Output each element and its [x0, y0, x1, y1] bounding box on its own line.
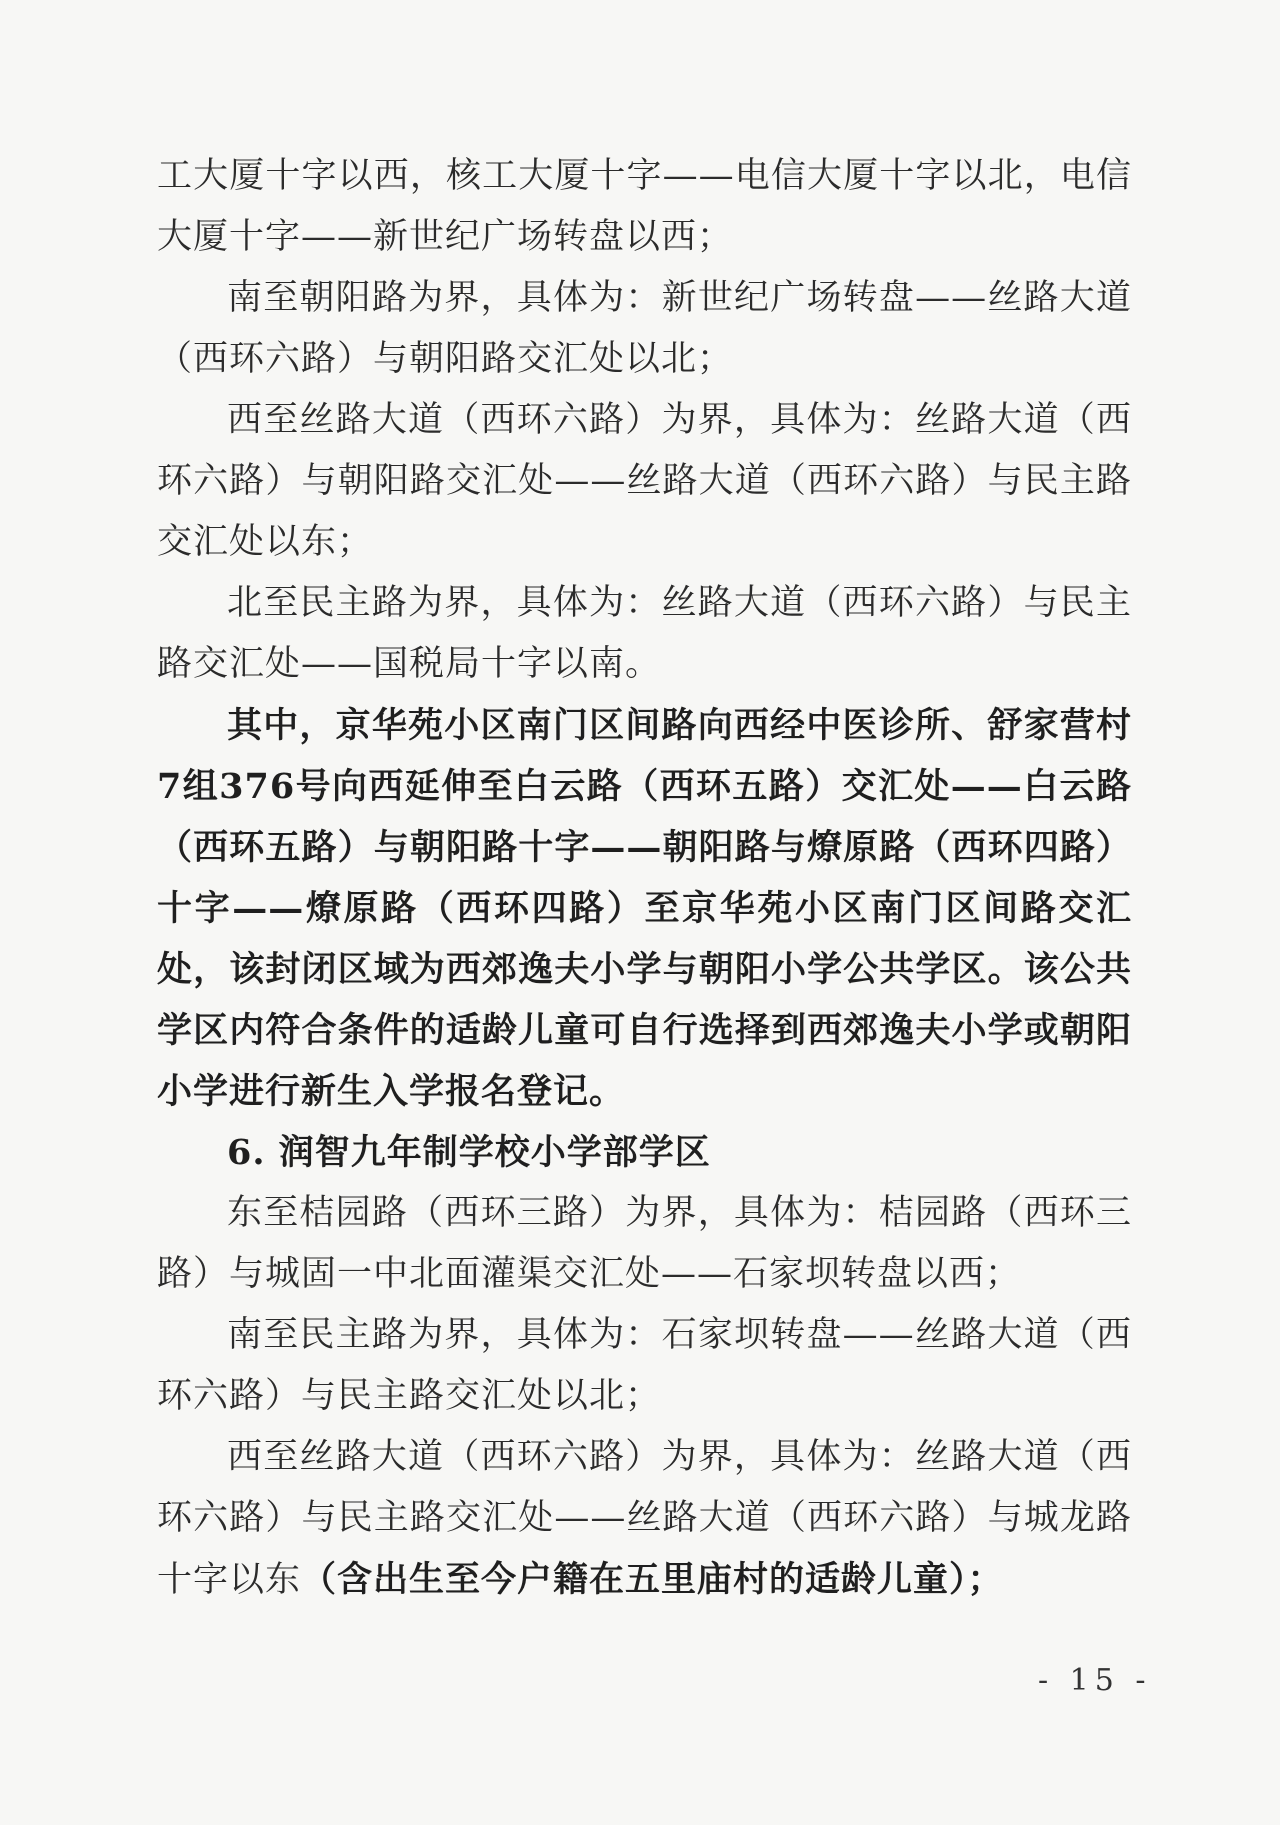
section-heading: 6. 润智九年制学校小学部学区	[227, 1132, 711, 1173]
paragraph-7: 东至桔园路（西环三路）为界，具体为：桔园路（西环三路）与城固一中北面灌渠交汇处——石家坝转盘以西；	[157, 1193, 1132, 1294]
paragraph-9-normal: 西至丝路大道（西环六路）为界，具体为：丝路大道（西环六路）与民主路交汇处——丝路大道（西环六路）与城龙路十字以东	[157, 1437, 1132, 1600]
paragraph-8: 南至民主路为界，具体为：石家坝转盘——丝路大道（西环六路）与民主路交汇处以北；	[157, 1315, 1132, 1416]
page-content	[157, 146, 1132, 1611]
paragraph-2: 南至朝阳路为界，具体为：新世纪广场转盘——丝路大道（西环六路）与朝阳路交汇处以北；	[157, 278, 1132, 379]
paragraph-3: 西至丝路大道（西环六路）为界，具体为：丝路大道（西环六路）与朝阳路交汇处——丝路大道（西环六路）与民主路交汇处以东；	[157, 400, 1132, 562]
paragraph-4: 北至民主路为界，具体为：丝路大道（西环六路）与民主路交汇处——国税局十字以南。	[157, 583, 1132, 684]
paragraph-9-bold: （含出生至今户籍在五里庙村的适龄儿童）；	[301, 1559, 1004, 1600]
paragraph-9	[157, 1427, 1132, 1611]
paragraph-5-bold: 其中，京华苑小区南门区间路向西经中医诊所、舒家营村7组376号向西延伸至白云路（西环五路）交汇处——白云路（西环五路）与朝阳路十字——朝阳路与燎原路（西环四路）十字——燎原路（西环四路）至京华苑小区南门区间路交汇处，该封闭区域为西郊逸夫小学与朝阳小学公共学区。该公共学区内符合条件的适龄儿童可自行选择到西郊逸夫小学或朝阳小学进行新生入学报名登记。	[157, 705, 1132, 1112]
paragraph-1: 工大厦十字以西，核工大厦十字——电信大厦十字以北，电信大厦十字——新世纪广场转盘以西；	[157, 156, 1132, 257]
page-number: - 15 -	[1038, 1663, 1152, 1698]
